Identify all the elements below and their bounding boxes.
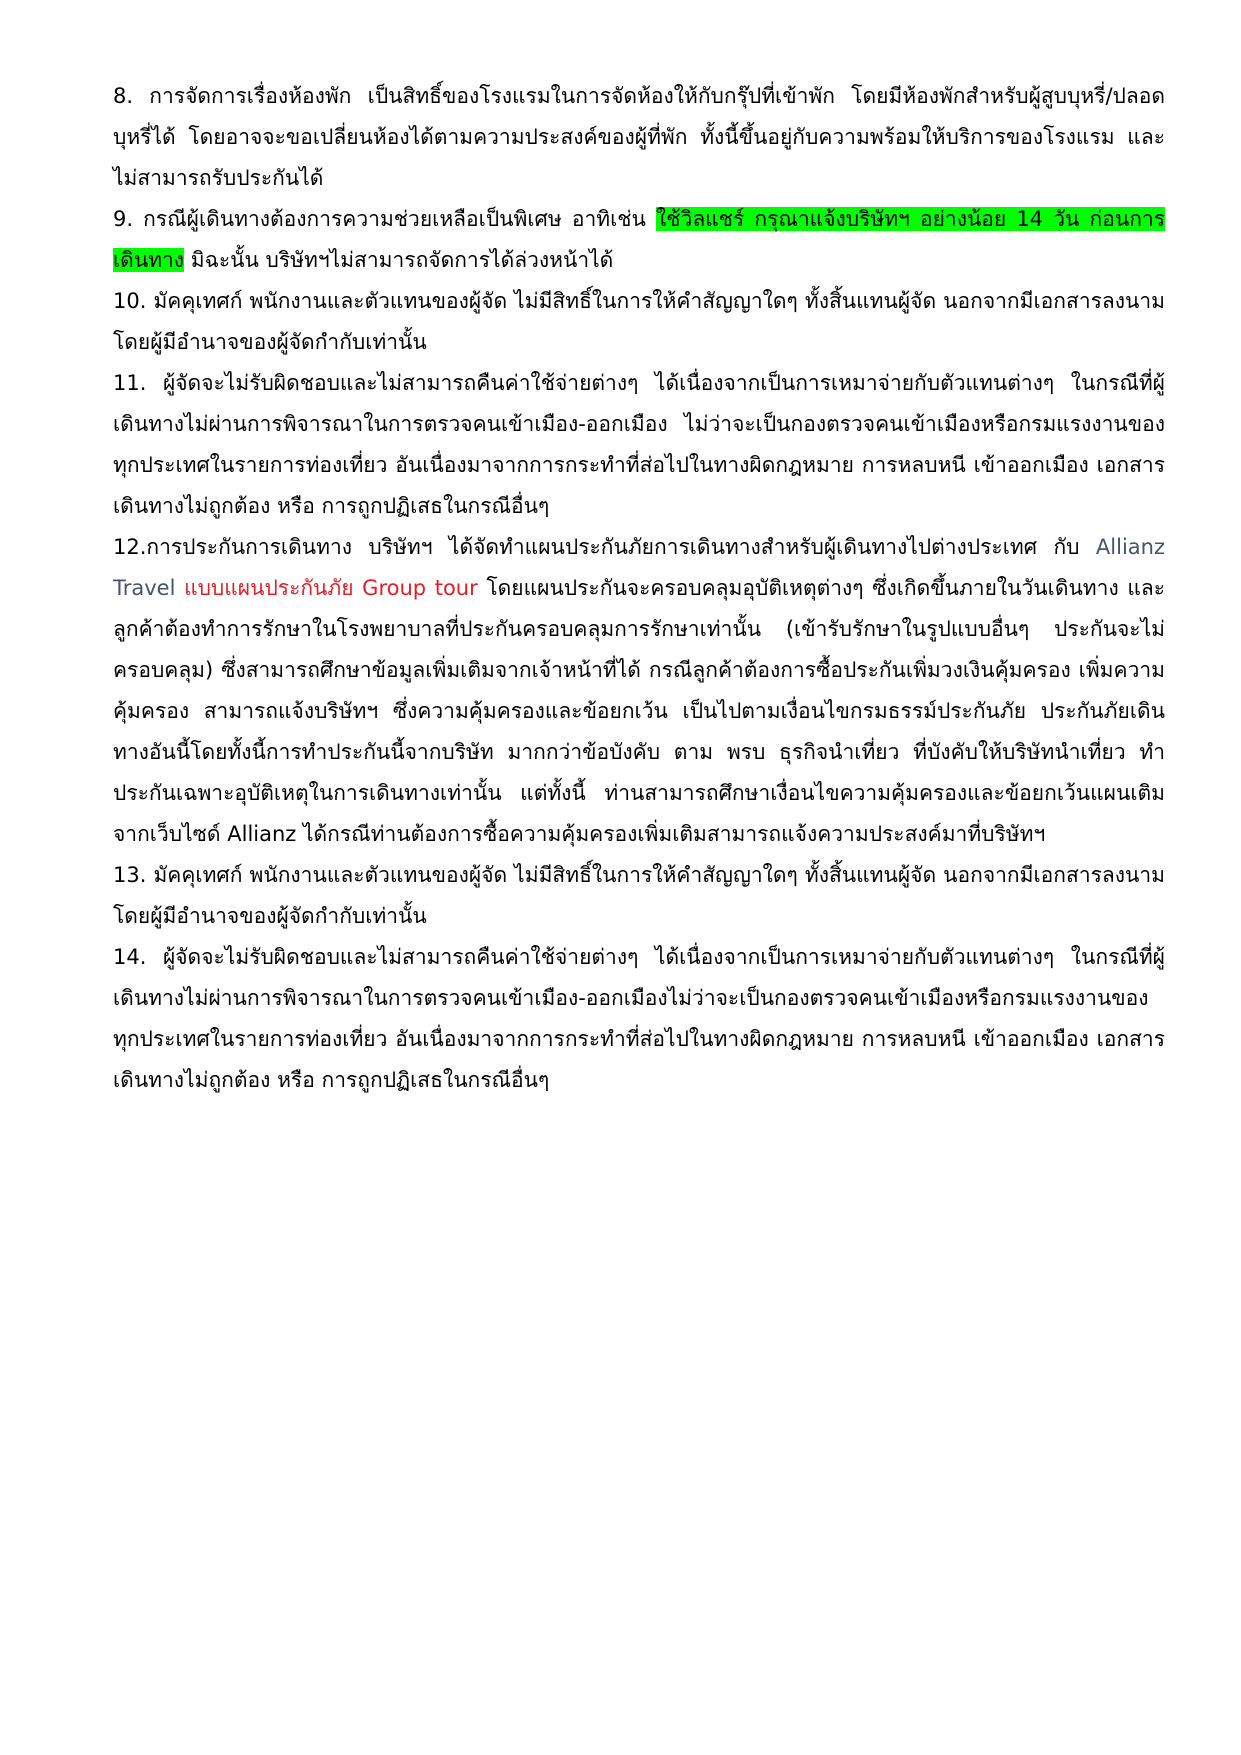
condition-9-text-end: มิฉะนั้น บริษัทฯไม่สามารถจัดการได้ล่วงหน้าได้ <box>184 248 614 272</box>
condition-12-space <box>175 576 184 600</box>
condition-9-text-start: 9. กรณีผู้เดินทางต้องการความช่วยเหลือเป็นพิเศษ อาทิเช่น <box>113 207 657 231</box>
condition-10: 10. มัคคุเทศก์ พนักงานและตัวแทนของผู้จัด ไม่มีสิทธิ์ในการให้คำสัญญาใดๆ ทั้งสิ้นแทนผู้จัด นอกจากมีเอกสารลงนามโดยผู้มีอำนาจของผู้จัดกำกับเท่านั้น <box>113 289 1165 354</box>
condition-8: 8. การจัดการเรื่องห้องพัก เป็นสิทธิ์ของโรงแรมในการจัดห้องให้กับกรุ๊ปที่เข้าพัก โดยมีห้องพักสำหรับผู้สูบบุหรี่/ปลอดบุหรี่ได้ โดยอาจจะขอเปลี่ยนห้องได้ตามความประสงค์ของผู้ที่พัก ทั้งนี้ขึ้นอยู่กับความพร้อมให้บริการของโรงแรม และไม่สามารถรับประกันได้ <box>113 84 1165 190</box>
condition-12-text-end: โดยแผนประกันจะครอบคลุมอุบัติเหตุต่างๆ ซึ่งเกิดขึ้นภายในวันเดินทาง และลูกค้าต้องทำการรักษาในโรงพยาบาลที่ประกันครอบคลุมการรักษาเท่านั้น (เข้ารับรักษาในรูปแบบอื่นๆ ประกันจะไม่ครอบคลุม) ซึ่งสามารถศึกษาข้อมูลเพิ่มเติมจากเจ้าหน้าที่ได้ กรณีลูกค้าต้องการซื้อประกันเพิ่มวงเงินคุ้มครอง เพิ่มความคุ้มครอง สามารถแจ้งบริษัทฯ ซึ่งความคุ้มครองและข้อยกเว้น เป็นไปตามเงื่อนไขกรมธรรม์ประกันภัย ประกันภัยเดินทางอันนี้โดยทั้งนี้การทำประกันนี้จากบริษัท มากกว่าข้อบังคับ ตาม พรบ ธุรกิจนำเที่ยว ที่บังคับให้บริษัทนำเที่ยว ทำประกันเฉพาะอุบัติเหตุในการเดินทางเท่านั้น แต่ทั้งนี้ ท่านสามารถศึกษาเงื่อนไขความคุ้มครองและข้อยกเว้นแผนเติมจากเว็บไซด์ Allianz ได้กรณีท่านต้องการซื้อความคุ้มครองเพิ่มเติมสามารถแจ้งความประสงค์มาที่บริษัทฯ <box>113 576 1165 846</box>
condition-13: 13. มัคคุเทศก์ พนักงานและตัวแทนของผู้จัด ไม่มีสิทธิ์ในการให้คำสัญญาใดๆ ทั้งสิ้นแทนผู้จัด นอกจากมีเอกสารลงนามโดยผู้มีอำนาจของผู้จัดกำกับเท่านั้น <box>113 863 1165 928</box>
condition-12 <box>113 527 1165 855</box>
wheelchair-notice-highlight: ใช้วิลแชร์ กรุณาแจ้งบริษัทฯ อย่างน้อย 14 วัน ก่อนการเดินทาง <box>113 207 1165 272</box>
condition-12-text-start: 12.การประกันการเดินทาง บริษัทฯ ได้จัดทำแผนประกันภัยการเดินทางสำหรับผู้เดินทางไปต่างประเทศ กับ <box>113 535 1096 559</box>
document-page <box>113 76 1165 1101</box>
allianz-travel-text: Allianz Travel <box>113 535 1165 600</box>
condition-14: 14. ผู้จัดจะไม่รับผิดชอบและไม่สามารถคืนค่าใช้จ่ายต่างๆ ได้เนื่องจากเป็นการเหมาจ่ายกับตัวแทนต่างๆ ในกรณีที่ผู้เดินทางไม่ผ่านการพิจารณาในการตรวจคนเข้าเมือง-ออกเมืองไม่ว่าจะเป็นกองตรวจคนเข้าเมืองหรือกรมแรงงานของทุกประเทศในรายการท่องเที่ยว อันเนื่องมาจากการกระทำที่ส่อไปในทางผิดกฎหมาย การหลบหนี เข้าออกเมือง เอกสารเดินทางไม่ถูกต้อง หรือ การถูกปฏิเสธในกรณีอื่นๆ <box>113 945 1165 1092</box>
group-tour-plan-text: แบบแผนประกันภัย Group tour <box>184 576 478 600</box>
condition-9 <box>113 199 1165 281</box>
condition-11: 11. ผู้จัดจะไม่รับผิดชอบและไม่สามารถคืนค่าใช้จ่ายต่างๆ ได้เนื่องจากเป็นการเหมาจ่ายกับตัวแทนต่างๆ ในกรณีที่ผู้เดินทางไม่ผ่านการพิจารณาในการตรวจคนเข้าเมือง-ออกเมือง ไม่ว่าจะเป็นกองตรวจคนเข้าเมืองหรือกรมแรงงานของทุกประเทศในรายการท่องเที่ยว อันเนื่องมาจากการกระทำที่ส่อไปในทางผิดกฎหมาย การหลบหนี เข้าออกเมือง เอกสารเดินทางไม่ถูกต้อง หรือ การถูกปฏิเสธในกรณีอื่นๆ <box>113 371 1165 518</box>
